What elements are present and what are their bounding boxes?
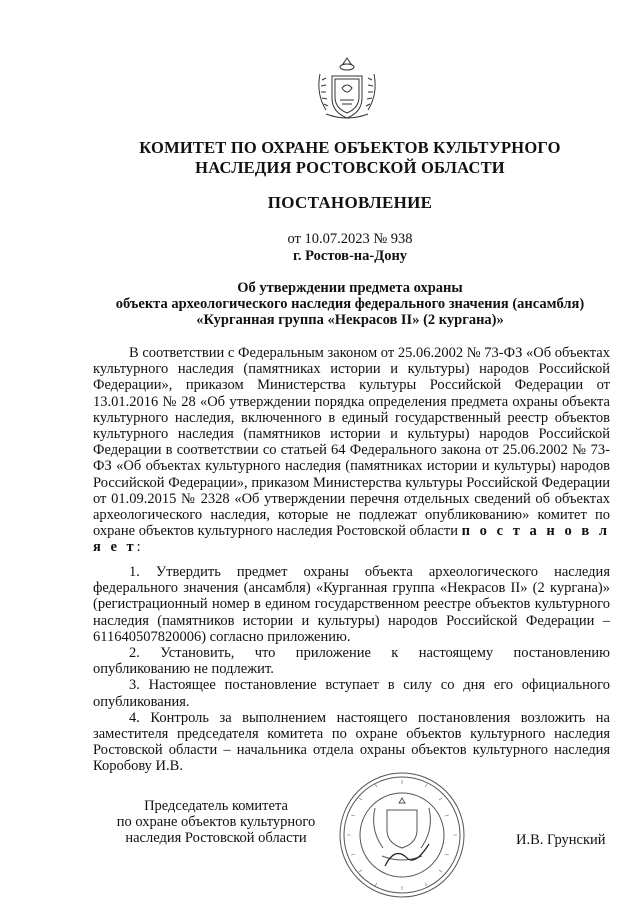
resolves-word: п о с т а н о в л я е т: [93, 523, 610, 556]
coat-of-arms-emblem: [312, 54, 382, 124]
resolution-item: 4. Контроль за выполнением настоящего постановления возложить на заместителя председателя комитета по охране объектов культурного наследия Ростовской области – начальника отдела охраны объектов культурного наследия Коробову И.В.: [93, 709, 610, 775]
subject-line-1: Об утверждении предмета охраны: [237, 280, 463, 296]
resolution-item: 3. Настоящее постановление вступает в силу со дня его официального опубликования.: [93, 677, 610, 710]
official-seal-stamp: [337, 770, 467, 900]
organization-line-2: НАСЛЕДИЯ РОСТОВСКОЙ ОБЛАСТИ: [195, 158, 505, 177]
document-date-number: от 10.07.2023 № 938: [287, 231, 413, 247]
subject-line-3: «Курганная группа «Некрасов II» (2 кургана)»: [196, 312, 504, 328]
resolution-item: 2. Установить, что приложение к настоящему постановлению опубликованию не подлежит.: [93, 645, 610, 678]
signatory-position: [100, 798, 332, 846]
preamble-colon: :: [136, 539, 141, 556]
preamble-paragraph: [93, 345, 610, 556]
resolution-item: 1. Утвердить предмет охраны объекта археологического наследия федерального значения (ансамбля) «Курганная группа «Некрасов II» (2 кургана)» (регистрационный номер в едином государственном реестре объектов культурного наследия (памятников истории и культуры) народов Российской Федерации – 611640507820006) согласно приложению.: [93, 564, 610, 645]
document-city: г. Ростов-на-Дону: [292, 248, 408, 264]
preamble-text: В соответствии с Федеральным законом от 25.06.2002 № 73-ФЗ «Об объектах культурного наследия (памятниках истории и культуры) народов Российской Федерации», приказом Министерства культуры Российской Федерации от 13.01.2016 № 28 «Об утверждении порядка определения предмета охраны объекта культурного наследия, включенного в единый государственный реестр объектов культурного наследия (памятников истории и культуры) народов Российской Федерации в соответствии со статьей 64 Федерального закона от 25.06.2002 № 73-ФЗ «Об объектах культурного наследия (памятниках истории и культуры) народов Российской Федерации», приказом Министерства культуры Российской Федерации от 01.09.2015 № 2328 «Об утверждении перечня отдельных сведений об объектах археологического наследия, которые не подлежат опубликованию» комитет по охране объектов культурного наследия Ростовской области: [93, 345, 610, 540]
position-line-3: наследия Ростовской области: [125, 830, 307, 846]
document-subject: [60, 280, 640, 328]
signatory-name: И.В. Грунский: [516, 832, 606, 848]
organization-line-1: КОМИТЕТ ПО ОХРАНЕ ОБЪЕКТОВ КУЛЬТУРНОГО: [139, 138, 561, 157]
document-type: ПОСТАНОВЛЕНИЕ: [267, 193, 433, 212]
resolution-items: [93, 564, 610, 775]
position-line-1: Председатель комитета: [144, 798, 288, 814]
subject-line-2: объекта археологического наследия федерального значения (ансамбля): [115, 296, 585, 312]
organization-name: [60, 138, 640, 178]
position-line-2: по охране объектов культурного: [116, 814, 316, 830]
